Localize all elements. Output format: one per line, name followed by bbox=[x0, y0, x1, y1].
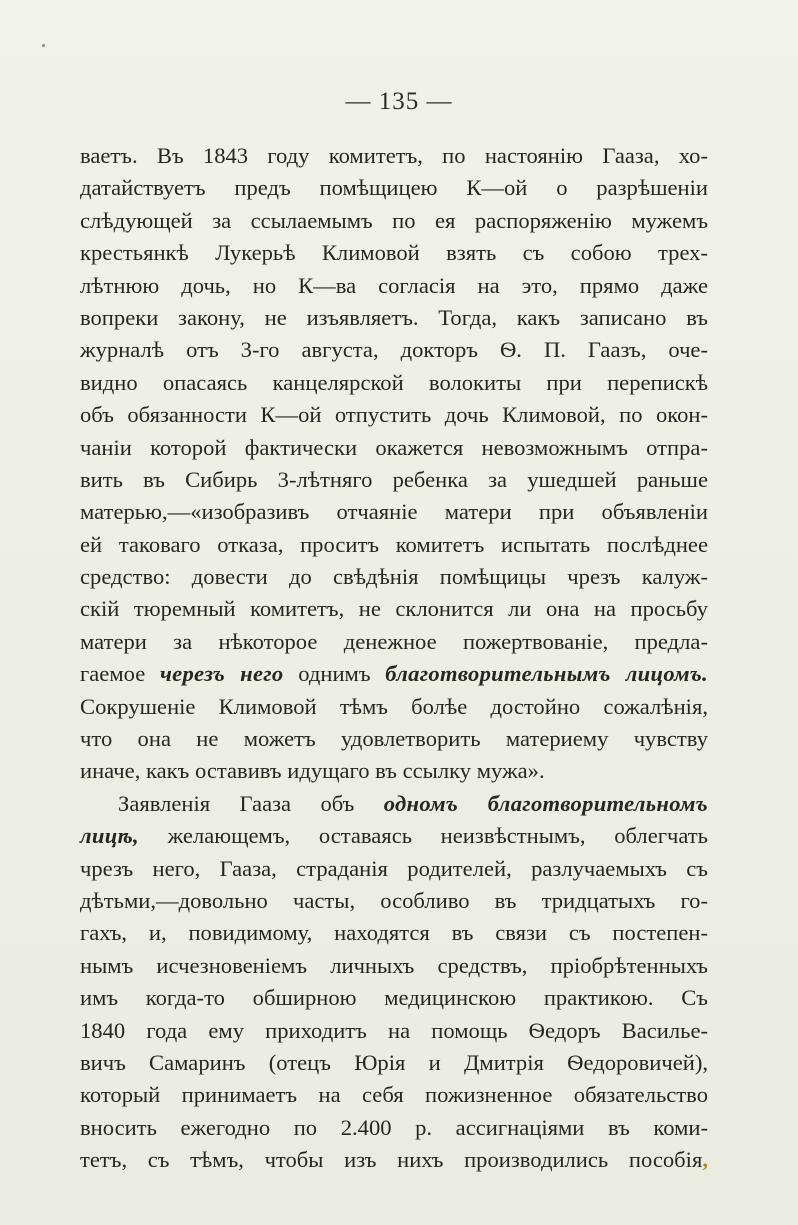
text-line: журналѣ отъ 3-го августа, докторъ Ѳ. П. Гаазъ, оче- bbox=[80, 337, 708, 363]
text-line-mixed bbox=[80, 820, 708, 852]
text-line: Сокрушеніе Климовой тѣмъ болѣе достойно сожалѣнія, bbox=[80, 693, 708, 719]
text-line: что она не можетъ удовлетворить материему чувству bbox=[80, 726, 708, 752]
text-line: скій тюремный комитетъ, не склонится ли она на просьбу bbox=[80, 596, 708, 622]
trailing-mark: , bbox=[702, 1147, 708, 1173]
text-segment: гаемое bbox=[80, 661, 146, 687]
text-segment: желающемъ, оставаясь неизвѣстнымъ, облегчать bbox=[167, 823, 708, 849]
text-line: гахъ, и, повидимому, находятся въ связи съ постепен- bbox=[80, 920, 708, 946]
text-segment: тетъ, съ тѣмъ, чтобы изъ нихъ производились пособія bbox=[80, 1147, 703, 1173]
text-line: ваетъ. Въ 1843 году комитетъ, по настоянію Гааза, хо- bbox=[80, 143, 708, 168]
italic-segment: черезъ него bbox=[159, 661, 284, 687]
text-line: датайствуетъ предъ помѣщицею К—ой о разрѣшеніи bbox=[80, 175, 708, 201]
text-line: 1840 года ему приходитъ на помощь Ѳедоръ Василье- bbox=[80, 1017, 708, 1043]
text-line: вичъ Самаринъ (отецъ Юрія и Дмитрія Ѳедоровичей), bbox=[80, 1049, 708, 1075]
text-line: крестьянкѣ Лукерьѣ Климовой взять съ собою трех- bbox=[80, 240, 708, 266]
text-segment: Заявленія Гааза объ bbox=[118, 790, 355, 816]
text-line: объ обязанности К—ой отпустить дочь Климовой, по окон- bbox=[80, 402, 708, 428]
text-line: чрезъ него, Гааза, страданія родителей, разлучаемыхъ съ bbox=[80, 855, 708, 881]
body-text bbox=[80, 140, 708, 1177]
italic-segment: одномъ благотворительномъ bbox=[383, 790, 708, 816]
text-line: матери за нѣкоторое денежное пожертвованіе, предла- bbox=[80, 628, 708, 654]
italic-segment: лицѣ, bbox=[80, 823, 139, 849]
text-line: иначе, какъ оставивъ идущаго въ ссылку мужа». bbox=[80, 758, 545, 784]
text-line-mixed bbox=[80, 788, 708, 820]
text-line: дѣтьми,—довольно часты, особливо въ тридцатыхъ го- bbox=[80, 887, 708, 913]
italic-segment: благотворительнымъ лицомъ. bbox=[385, 661, 709, 687]
text-line: имъ когда-то обширною медицинскою практикою. Съ bbox=[80, 985, 708, 1011]
text-line: вить въ Сибирь 3-лѣтняго ребенка за ушедшей раньше bbox=[80, 466, 708, 492]
text-line: нымъ исчезновеніемъ личныхъ средствъ, пріобрѣтенныхъ bbox=[80, 952, 708, 978]
text-line: чаніи которой фактически окажется невозможнымъ отпра- bbox=[80, 434, 708, 460]
text-line: матерью,—«изобразивъ отчаяніе матери при объявленіи bbox=[80, 499, 708, 525]
text-line-mixed bbox=[80, 658, 708, 690]
text-line: лѣтнюю дочь, но К—ва согласія на это, прямо даже bbox=[80, 272, 708, 298]
text-line: ей таковаго отказа, проситъ комитетъ испытать послѣднее bbox=[80, 531, 708, 557]
text-line: слѣдующей за ссылаемымъ по ея распоряженію мужемъ bbox=[80, 207, 708, 233]
text-line: который принимаетъ на себя пожизненное обязательство bbox=[80, 1082, 708, 1108]
text-line: средство: довести до свѣдѣнія помѣщицы чрезъ калуж- bbox=[80, 564, 708, 590]
page-number: — 135 — bbox=[345, 88, 453, 115]
text-line: вопреки закону, не изъявляетъ. Тогда, какъ записано въ bbox=[80, 304, 708, 330]
text-line: вносить ежегодно по 2.400 р. ассигнаціями въ коми- bbox=[80, 1114, 708, 1140]
text-segment: однимъ bbox=[298, 661, 371, 687]
text-line: видно опасаясь канцелярской волокиты при перепискѣ bbox=[80, 369, 708, 395]
text-line-mixed bbox=[80, 1144, 708, 1176]
page-speck bbox=[42, 44, 45, 47]
